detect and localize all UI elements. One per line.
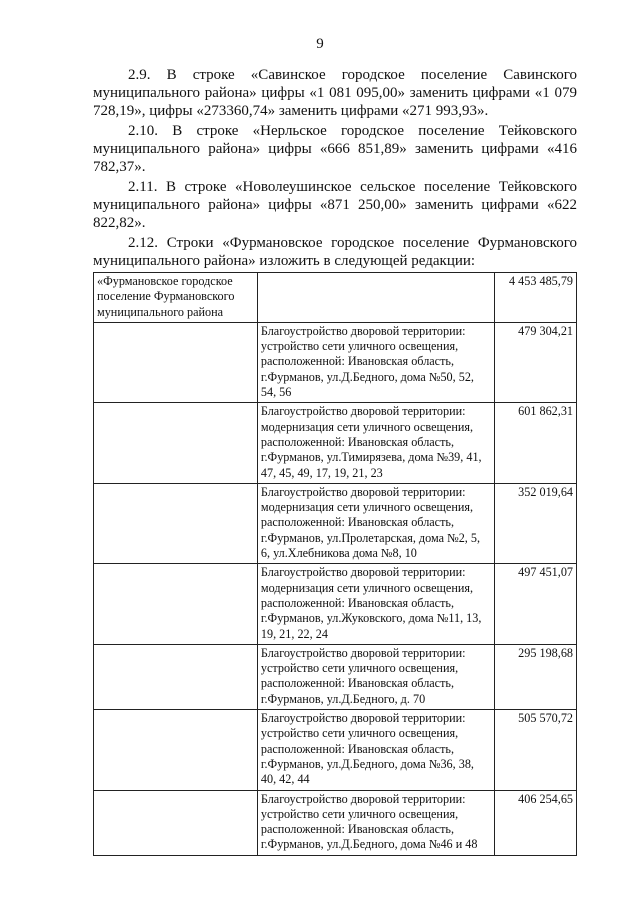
description-cell: Благоустройство дворовой территории: устройство сети уличного освещения, расположенной: Ивановская область, г.Фурманов, ул.Д.Бедного, дома №46 и 48 [257,790,494,855]
settlement-name-cell [94,322,258,402]
description-cell: Благоустройство дворовой территории: модернизация сети уличного освещения, расположенной: Ивановская область, г.Фурманов, ул.Тимирязева, дома №39, 41, 47, 45, 49, 17, 19, 21, 23 [257,403,494,483]
description-cell: Благоустройство дворовой территории: устройство сети уличного освещения, расположенной: Ивановская область, г.Фурманов, ул.Д.Бедного, д. 70 [257,644,494,709]
paragraph-2-9: 2.9. В строке «Савинское городское поселение Савинского муниципального района» цифры «1 081 095,00» заменить цифрами «1 079 728,19», цифры «273360,74» заменить цифрами «271 993,93». [93,67,577,119]
table-row [94,483,577,563]
amount-cell: 505 570,72 [494,710,576,790]
description-cell: Благоустройство дворовой территории: модернизация сети уличного освещения, расположенной: Ивановская область, г.Фурманов, ул.Пролетарская, дома №2, 5, 6, ул.Хлебникова дома №8, 10 [257,483,494,563]
paragraph-2-10: 2.10. В строке «Нерльское городское поселение Тейковского муниципального района» цифры «666 851,89» заменить цифрами «416 782,37». [93,123,577,175]
page-number: 9 [316,36,324,52]
description-cell: Благоустройство дворовой территории: устройство сети уличного освещения, расположенной: Ивановская область, г.Фурманов, ул.Д.Бедного, дома №50, 52, 54, 56 [257,322,494,402]
table-row [94,790,577,855]
amount-cell: 295 198,68 [494,644,576,709]
settlement-name-cell [94,790,258,855]
amount-cell: 497 451,07 [494,564,576,644]
settlement-name-cell: «Фурмановское городское поселение Фурмановского муниципального района [94,273,258,323]
document-body [93,66,577,856]
table-row [94,564,577,644]
paragraph-2-12: 2.12. Строки «Фурмановское городское поселение Фурмановского муниципального района» изложить в следующей редакции: [93,235,577,269]
table-row [94,273,577,323]
settlement-name-cell [94,644,258,709]
settlement-name-cell [94,483,258,563]
paragraph-2-11: 2.11. В строке «Новолеушинское сельское поселение Тейковского муниципального района» цифры «871 250,00» заменить цифрами «622 822,82». [93,179,577,231]
table-row [94,322,577,402]
settlement-name-cell [94,564,258,644]
amount-cell: 406 254,65 [494,790,576,855]
amendment-table [93,272,577,856]
settlement-name-cell [94,710,258,790]
amount-cell: 4 453 485,79 [494,273,576,323]
description-cell [257,273,494,323]
settlement-name-cell [94,403,258,483]
table-row [94,710,577,790]
table-row [94,403,577,483]
table-row [94,644,577,709]
amount-cell: 352 019,64 [494,483,576,563]
amount-cell: 601 862,31 [494,403,576,483]
description-cell: Благоустройство дворовой территории: модернизация сети уличного освещения, расположенной: Ивановская область, г.Фурманов, ул.Жуковского, дома №11, 13, 19, 21, 22, 24 [257,564,494,644]
description-cell: Благоустройство дворовой территории: устройство сети уличного освещения, расположенной: Ивановская область, г.Фурманов, ул.Д.Бедного, дома №36, 38, 40, 42, 44 [257,710,494,790]
amount-cell: 479 304,21 [494,322,576,402]
